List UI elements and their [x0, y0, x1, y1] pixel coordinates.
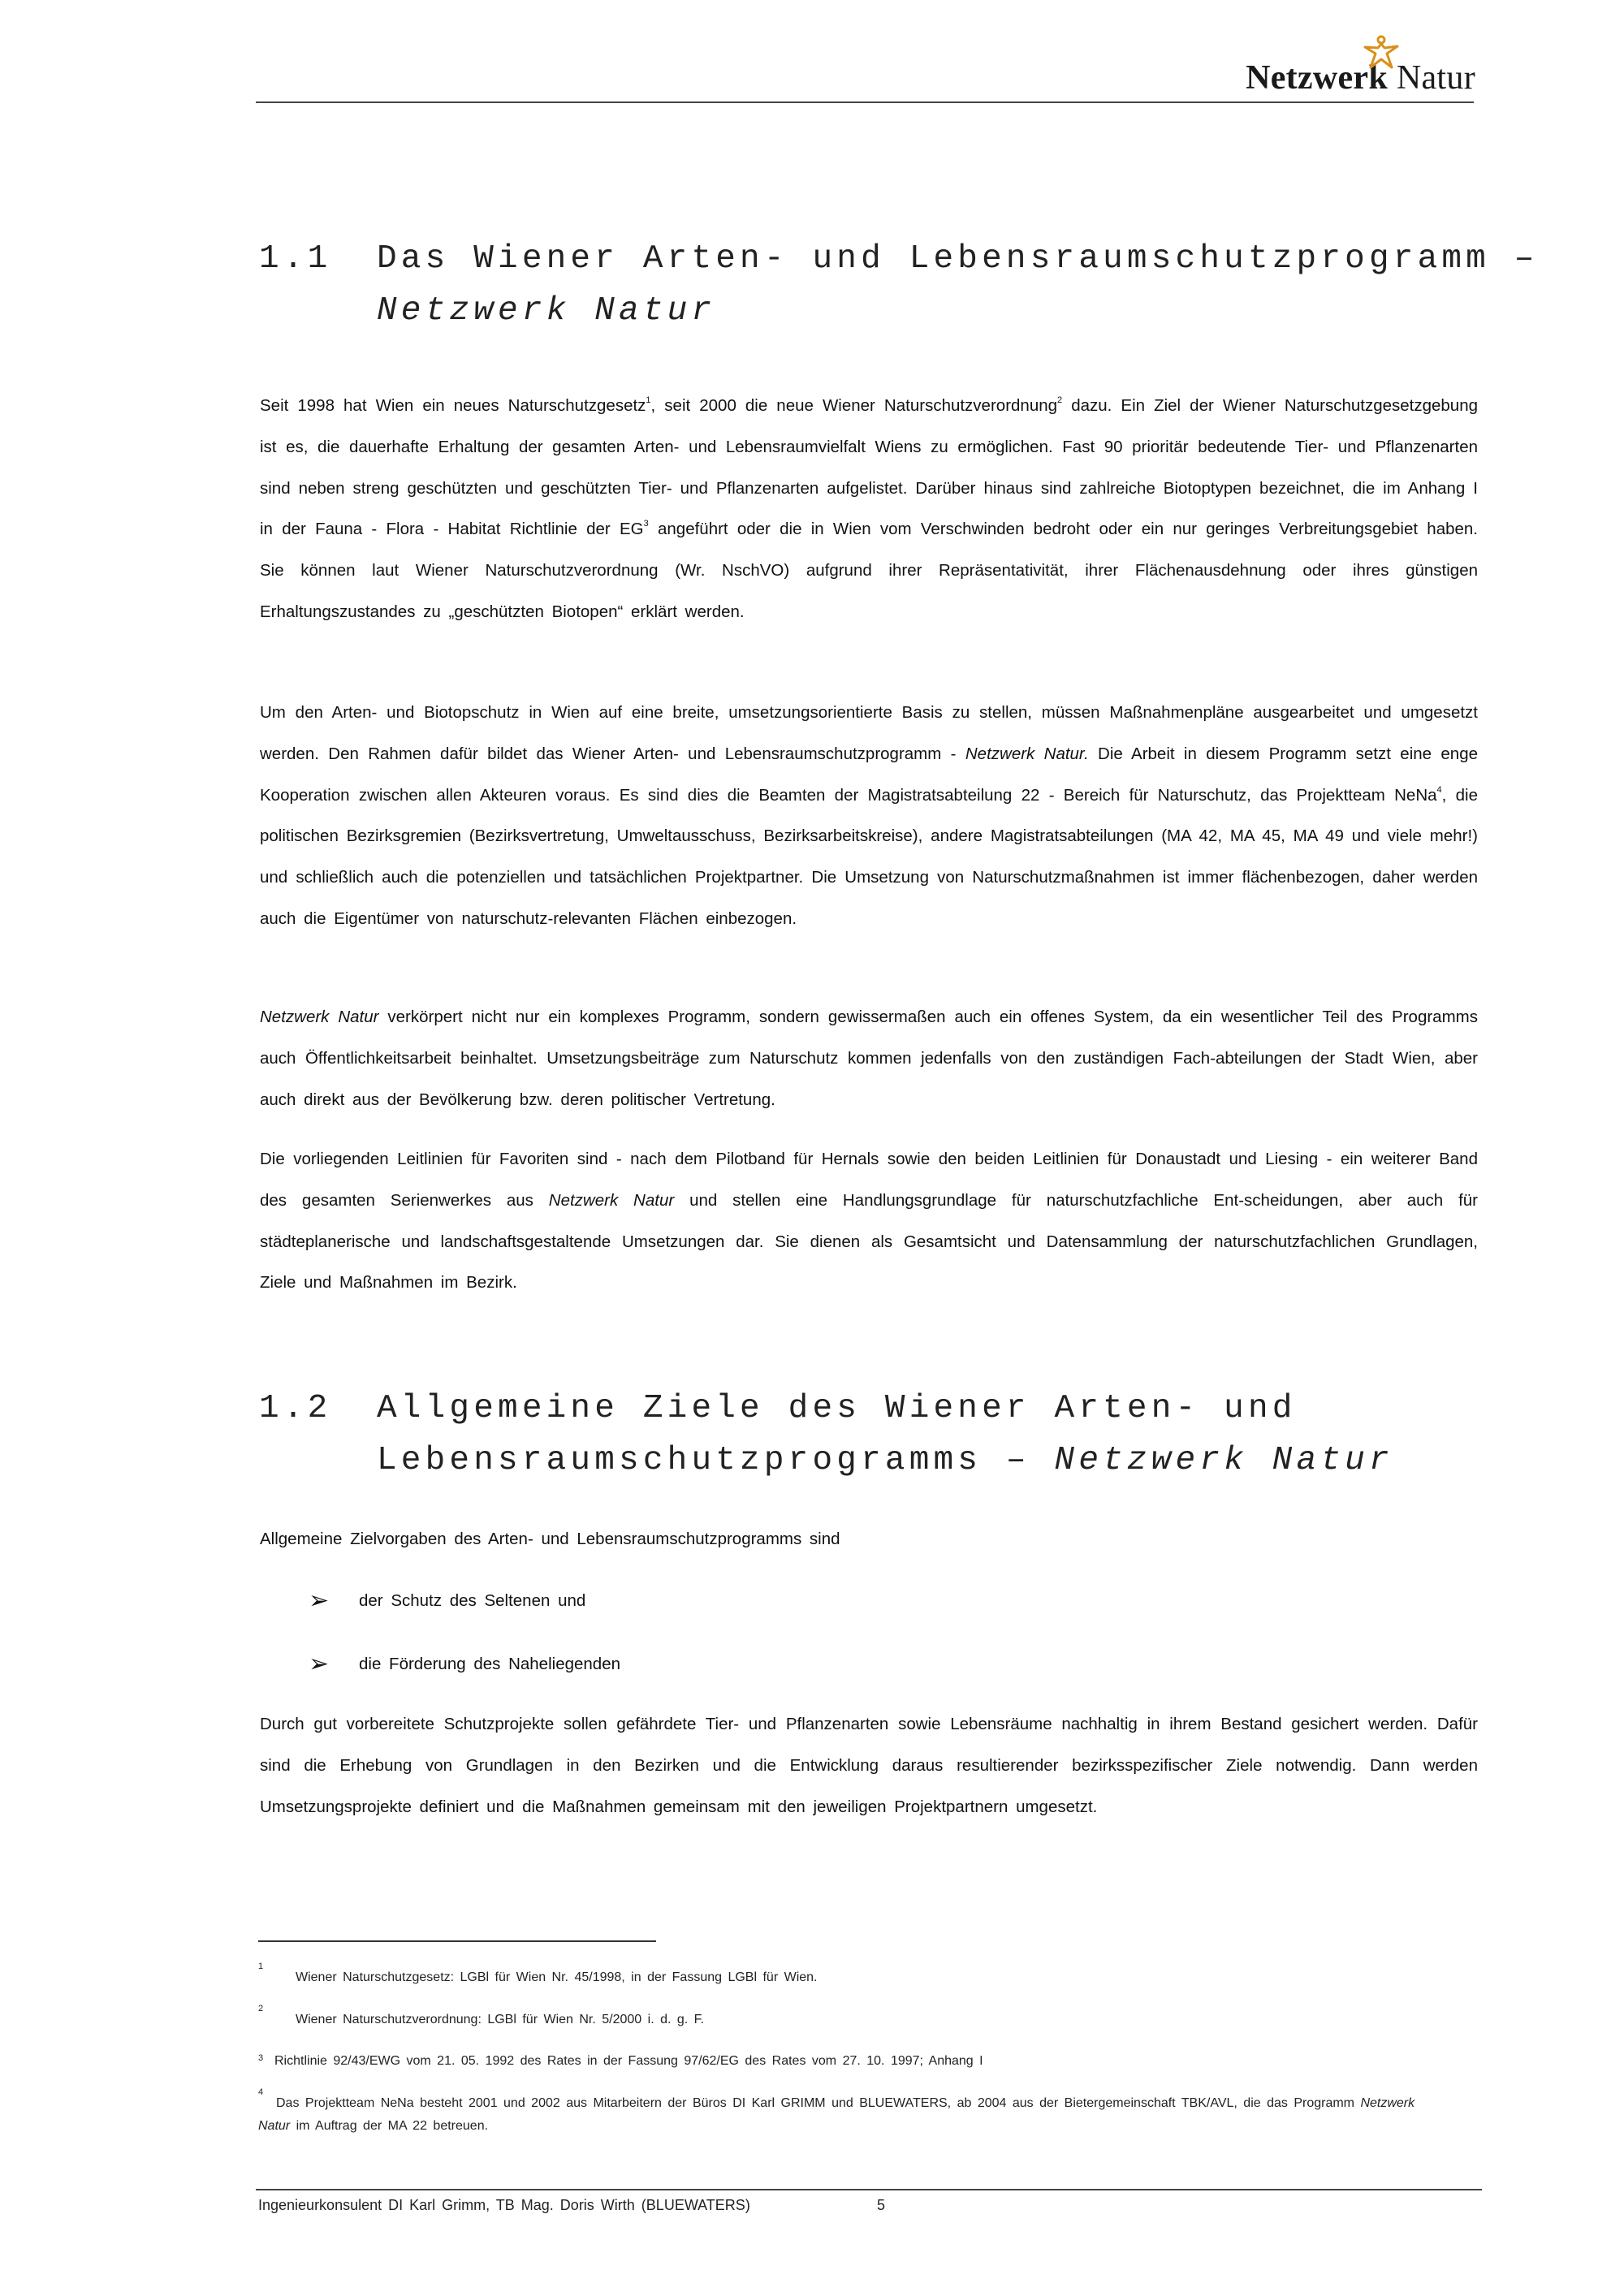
- header-rule: [256, 101, 1474, 103]
- p2-italic-program: Netzwerk Natur.: [965, 744, 1089, 763]
- goals-intro: Allgemeine Zielvorgaben des Arten- und Lebensraumschutzprogramms sind: [260, 1530, 840, 1548]
- p2-text-c: , die politischen Bezirksgremien (Bezirksvertretung, Umweltausschuss, Bezirksarbeitskreise), andere Magistratsabteilungen (MA 42, MA 45, MA 49 und viele mehr!) und schließlich auch die potenziellen und tatsächlichen Projektpartner. Die Umsetzung von Naturschutzmaßnahmen ist immer flächenbezogen, daher werden auch die Eigentümer von naturschutz-relevanten Flächen einbezogen.: [260, 785, 1479, 928]
- footnote-text-b: im Auftrag der MA 22 betreuen.: [290, 2119, 489, 2133]
- footnote-italic-program: Netzwerk Natur: [258, 2096, 1415, 2133]
- footnote-text: Wiener Naturschutzgesetz: LGBl für Wien Nr. 45/1998, in der Fassung LGBl für Wien.: [296, 1970, 818, 1984]
- page-number: 5: [877, 2197, 886, 2213]
- footnote-text-a: Das Projektteam NeNa besteht 2001 und 2002 aus Mitarbeitern der Büros DI Karl GRIMM und BLUEWATERS, ab 2004 aus der Bietergemeinschaft TBK/AVL, die das Programm: [276, 2096, 1361, 2110]
- paragraph-2: [260, 693, 1478, 940]
- footnote-number: 2: [258, 2004, 264, 2013]
- section-heading-1-2: [259, 1383, 1477, 1488]
- footnote-number: 4: [258, 2087, 264, 2097]
- footnote-text: [258, 2092, 1439, 2138]
- p1-text-a: Seit 1998 hat Wien ein neues Naturschutzgesetz: [260, 396, 646, 415]
- paragraph-4: [260, 1139, 1478, 1304]
- footnote-ref-2: 2: [1057, 395, 1063, 405]
- footer-text: Ingenieurkonsulent DI Karl Grimm, TB Mag. Doris Wirth (BLUEWATERS): [258, 2197, 750, 2213]
- footnote-ref-1: 1: [646, 395, 651, 405]
- section-title-line2-b: Netzwerk Natur: [1054, 1442, 1393, 1479]
- section-title-line2: Netzwerk Natur: [377, 292, 716, 330]
- logo-text: [1246, 58, 1475, 97]
- p1-text-b: , seit 2000 die neue Wiener Naturschutzverordnung: [650, 396, 1058, 415]
- p2-text-a: Um den Arten- und Biotopschutz in Wien auf eine breite, umsetzungsorientierte Basis zu stellen, müssen Maßnahmenpläne ausgearbeitet und umgesetzt werden. Den Rahmen dafür bildet das Wiener Arten- und Lebensraumschutzprogramm -: [260, 703, 1478, 763]
- p3-italic-program: Netzwerk Natur: [260, 1008, 379, 1026]
- footnote-rule: [258, 1940, 656, 1942]
- list-item-text: die Förderung des Naheliegenden: [359, 1655, 621, 1673]
- p4-text-a: Die vorliegenden Leitlinien für Favoriten sind - nach dem Pilotband für Hernals sowie den beiden Leitlinien für Donaustadt und Liesing - ein weiterer Band des gesamten Serienwerkes aus: [260, 1150, 1478, 1210]
- p1-text-d: angeführt oder die in Wien vom Verschwinden bedroht oder ein nur geringes Verbreitungsgebiet haben. Sie können laut Wiener Naturschutzverordnung (Wr. NschVO) aufgrund ihrer Repräsentativität, ihrer Flächenausdehnung oder ihres günstigen Erhaltungszustandes zu „geschützten Biotopen“ erklärt werden.: [260, 520, 1478, 621]
- logo-regular-text: Natur: [1396, 59, 1475, 97]
- p4-italic-program: Netzwerk Natur: [548, 1190, 675, 1210]
- p4-text-b: und stellen eine Handlungsgrundlage für naturschutzfachliche Ent-scheidungen, aber auch für städteplanerische und landschaftsgestaltende Umsetzungen dar. Sie dienen als Gesamtsicht und Datensammlung der naturschutzfachlichen Grundlagen, Ziele und Maßnahmen im Bezirk.: [260, 1190, 1478, 1293]
- section-title-line1: Allgemeine Ziele des Wiener Arten- und: [377, 1390, 1297, 1427]
- footnote-number: 1: [258, 1962, 264, 1971]
- paragraph-1: [260, 386, 1478, 633]
- logo-bold-text: Netzwerk: [1246, 59, 1389, 97]
- section-number: 1.1: [259, 240, 332, 278]
- section-title-line2: [377, 1435, 1393, 1487]
- section-number: 1.2: [259, 1390, 332, 1427]
- list-item-text: der Schutz des Seltenen und: [359, 1591, 586, 1610]
- p3-text: verkörpert nicht nur ein komplexes Programm, sondern gewissermaßen auch ein offenes System, da ein wesentlicher Teil des Programms auch Öffentlichkeitsarbeit beinhaltet. Umsetzungsbeiträge zum Naturschutz kommen jedenfalls von den zuständigen Fach-abteilungen der Stadt Wien, aber auch direkt aus der Bevölkerung bzw. deren politischer Vertretung.: [260, 1008, 1478, 1109]
- footnote-ref-3: 3: [643, 519, 649, 529]
- paragraph-5: Durch gut vorbereitete Schutzprojekte sollen gefährdete Tier- und Pflanzenarten sowie Lebensräume nachhaltig in ihrem Bestand gesichert werden. Dafür sind die Erhebung von Grundlagen in den Bezirken und die Entwicklung daraus resultierender bezirksspezifischer Ziele notwendig. Dann werden Umsetzungsprojekte definiert und die Maßnahmen gemeinsam mit den jeweiligen Projektpartnern umgesetzt.: [260, 1715, 1478, 1816]
- section-title-line1: Das Wiener Arten- und Lebensraumschutzprogramm –: [377, 240, 1539, 278]
- section-heading-1-1: [259, 233, 1539, 339]
- paragraph-3: [260, 997, 1478, 1120]
- footnote-text: Wiener Naturschutzverordnung: LGBl für Wien Nr. 5/2000 i. d. g. F.: [296, 2013, 705, 2026]
- p2-text-b: Die Arbeit in diesem Programm setzt eine enge Kooperation zwischen allen Akteuren voraus. Es sind dies die Beamten der Magistratsabteilung 22 - Bereich für Naturschutz, das Projektteam NeNa: [260, 744, 1478, 805]
- section-title-line2-a: Lebensraumschutzprogramms –: [377, 1442, 1055, 1479]
- footnote-number: 3: [258, 2053, 264, 2063]
- logo: [1246, 32, 1475, 97]
- footnote-ref-4: 4: [1436, 784, 1442, 795]
- arrow-bullet-icon: ➢: [309, 1586, 330, 1615]
- footer-rule: [256, 2189, 1482, 2190]
- footnote-text: Richtlinie 92/43/EWG vom 21. 05. 1992 des Rates in der Fassung 97/62/EG des Rates vom 27. 10. 1997; Anhang I: [274, 2054, 983, 2068]
- arrow-bullet-icon: ➢: [309, 1650, 330, 1678]
- star-figure-icon: [1362, 34, 1401, 70]
- p1-text-c: dazu. Ein Ziel der Wiener Naturschutzgesetzgebung ist es, die dauerhafte Erhaltung der gesamten Arten- und Lebensraumvielfalt Wiens zu ermöglichen. Fast 90 prioritär bedeutende Tier- und Pflanzenarten sind neben streng geschützten und geschützten Tier- und Pflanzenarten aufgelistet. Darüber hinaus sind zahlreiche Biotoptypen bezeichnet, die im Anhang I in der Fauna - Flora - Habitat Richtlinie der EG: [260, 396, 1479, 539]
